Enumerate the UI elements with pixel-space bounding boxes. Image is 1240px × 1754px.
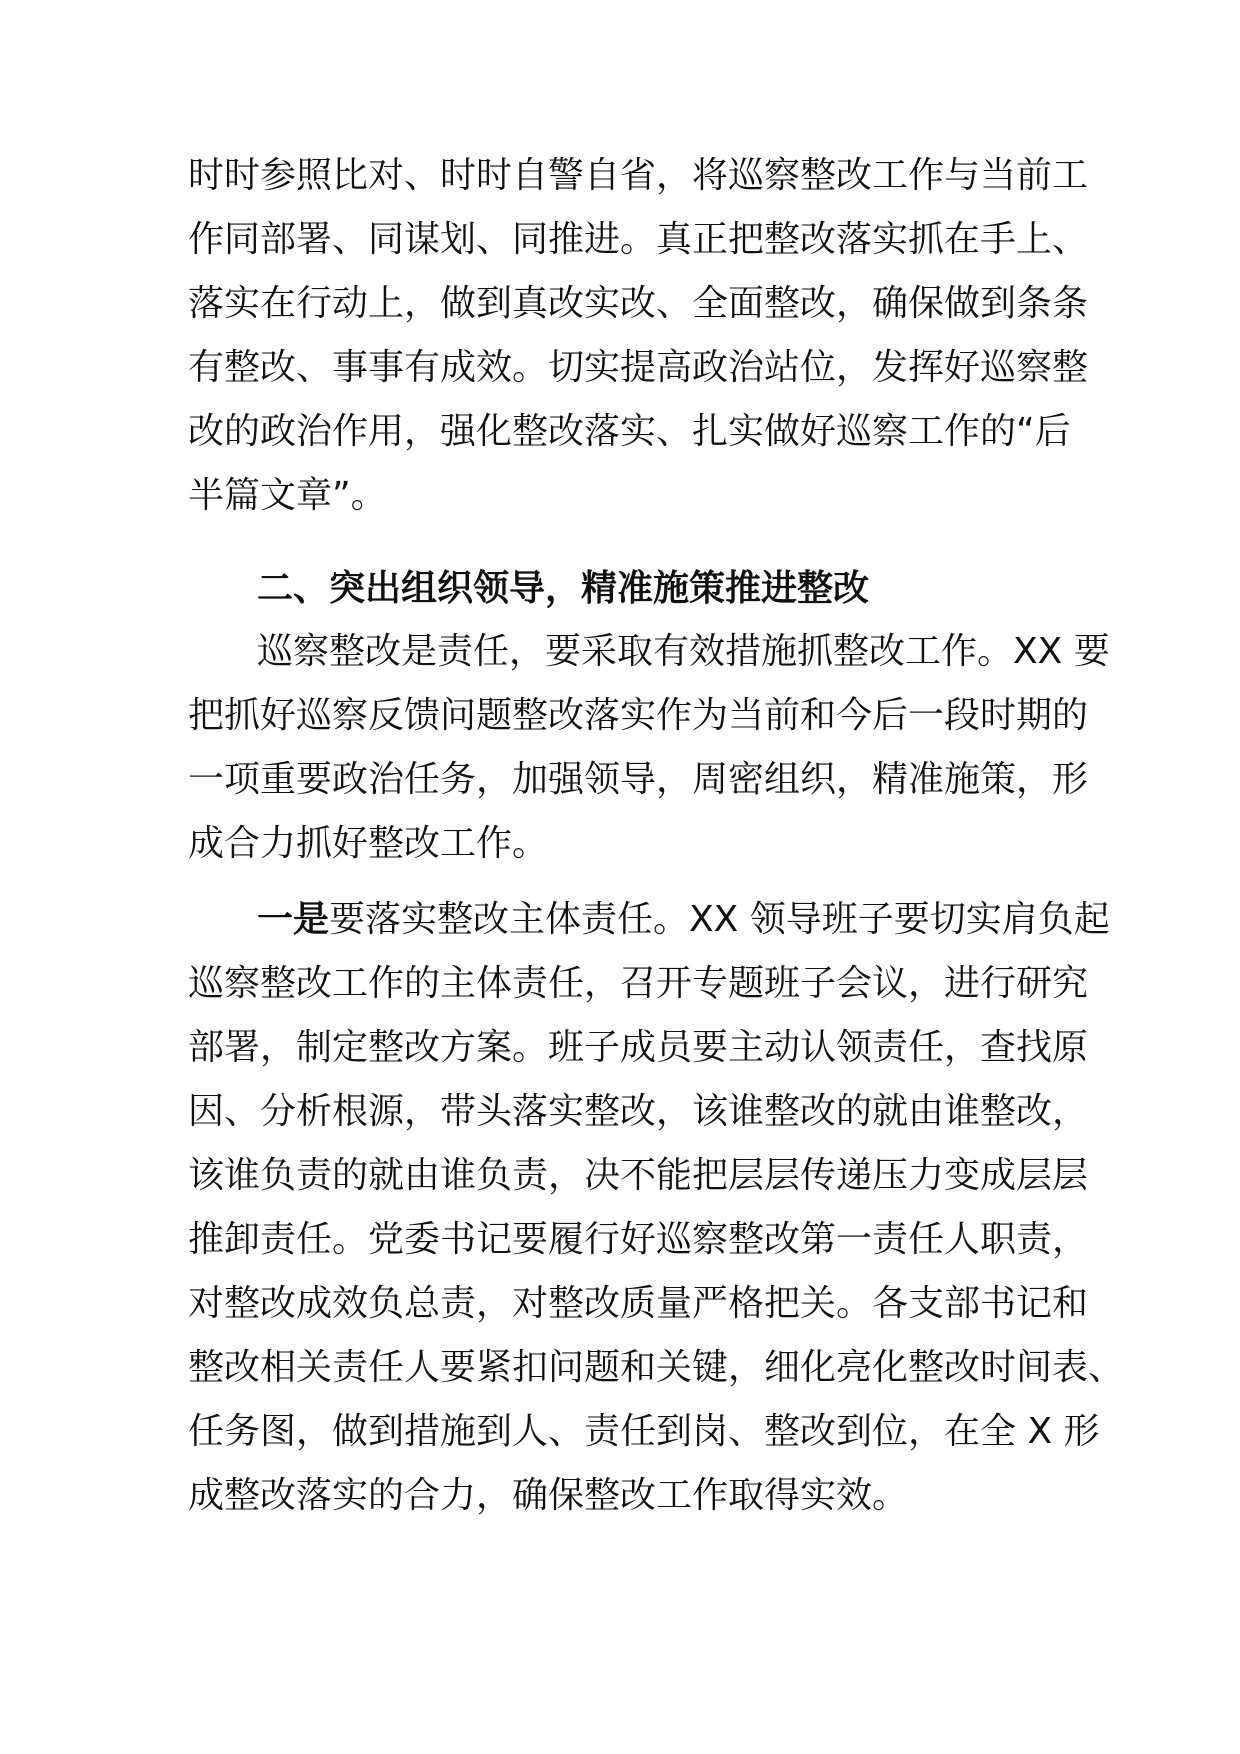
- paragraph-3-line-1-rest: 要落实整改主体责任。XX 领导班子要切实肩负起: [329, 899, 1110, 940]
- paragraph-3-line-4: 因、分析根源，带头落实整改，该谁整改的就由谁整改，: [188, 1091, 1089, 1132]
- paragraph-3-line-10: 成整改落实的合力，确保整改工作取得实效。: [188, 1475, 909, 1516]
- paragraph-3-line-7: 对整改成效负总责，对整改质量严格把关。各支部书记和: [188, 1283, 1089, 1324]
- paragraph-1-line-1: 时时参照比对、时时自警自省，将巡察整改工作与当前工: [188, 155, 1089, 196]
- paragraph-2-line-3: 一项重要政治任务，加强领导，周密组织，精准施策，形: [188, 759, 1089, 800]
- paragraph-3-line-5: 该谁负责的就由谁负责，决不能把层层传递压力变成层层: [188, 1155, 1089, 1196]
- paragraph-1-line-6: 半篇文章”。: [188, 475, 387, 516]
- section-heading: 二、突出组织领导，精准施策推进整改: [257, 568, 870, 609]
- paragraph-3-line-1: [257, 888, 1110, 952]
- paragraph-3-line-9: 任务图，做到措施到人、责任到岗、整改到位，在全 X 形: [188, 1411, 1100, 1452]
- paragraph-2-line-1: 巡察整改是责任，要采取有效措施抓整改工作。XX 要: [257, 631, 1110, 672]
- paragraph-3-line-3: 部署，制定整改方案。班子成员要主动认领责任，查找原: [188, 1027, 1089, 1068]
- paragraph-1-line-2: 作同部署、同谋划、同推进。真正把整改落实抓在手上、: [188, 219, 1089, 260]
- paragraph-3-line-2: 巡察整改工作的主体责任，召开专题班子会议，进行研究: [188, 963, 1089, 1004]
- paragraph-1-line-3: 落实在行动上，做到真改实改、全面整改，确保做到条条: [188, 283, 1089, 324]
- paragraph-3-line-6: 推卸责任。党委书记要履行好巡察整改第一责任人职责，: [188, 1219, 1089, 1260]
- paragraph-1-line-5: 改的政治作用，强化整改落实、扎实做好巡察工作的“后: [188, 411, 1071, 452]
- paragraph-1-line-4: 有整改、事事有成效。切实提高政治站位，发挥好巡察整: [188, 347, 1089, 388]
- paragraph-3-lead-bold: 一是: [257, 899, 330, 940]
- paragraph-3-line-8: 整改相关责任人要紧扣问题和关键，细化亮化整改时间表、: [188, 1347, 1125, 1388]
- paragraph-2-line-2: 把抓好巡察反馈问题整改落实作为当前和今后一段时期的: [188, 695, 1089, 736]
- paragraph-2-line-4: 成合力抓好整改工作。: [188, 823, 549, 864]
